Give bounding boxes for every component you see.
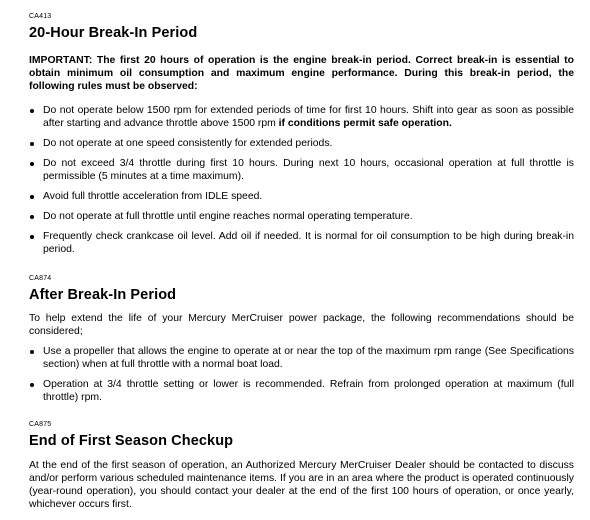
recommendations-list [29,345,574,411]
bullet-icon [30,142,34,146]
bullet-icon [30,162,34,166]
bullet-icon [30,350,34,354]
list-item-text: Do not exceed 3/4 throttle during first 10 hours. During next 10 hours, occasional operation at full throttle is permissible (5 minutes at a time maximum). [43,158,574,182]
important-notice: IMPORTANT: The first 20 hours of operation is the engine break-in period. Correct break-in is essential to obtain minimum oil consumption and maximum engine performance. During this break-in period, the following rules must be observed: [29,55,574,92]
section-heading-first-season-checkup: End of First Season Checkup [29,433,234,449]
bullet-icon [30,109,34,113]
list-item [29,230,574,256]
list-item-bold-text: if conditions permit safe operation. [278,118,452,129]
list-item-text: Frequently check crankcase oil level. Add oil if needed. It is normal for oil consumption to be high during break-in period. [43,231,574,255]
section-heading-after-break-in: After Break-In Period [29,287,177,303]
break-in-rules-list [29,104,574,263]
list-item-text: Do not operate below 1500 rpm for extended periods of time for first 10 hours. Shift into gear as soon as possible after starting and advance throttle above 1500 rpm [43,105,574,129]
list-item [29,210,574,223]
list-item-text: Do not operate at full throttle until engine reaches normal operating temperature. [43,211,413,222]
list-item-text: Do not operate at one speed consistently for extended periods. [43,138,333,149]
list-item [29,190,574,203]
list-item [29,345,574,371]
list-item [29,104,574,130]
section-heading-break-in: 20-Hour Break-In Period [29,25,198,41]
bullet-icon [30,235,34,239]
section-code: CA875 [29,421,52,428]
list-item [29,137,574,150]
list-item-text: Use a propeller that allows the engine to operate at or near the top of the maximum rpm range (See Specifications section) when at full throttle with a normal boat load. [43,346,574,370]
list-item-text: Operation at 3/4 throttle setting or lower is recommended. Refrain from prolonged operation at maximum (full throttle) rpm. [43,379,574,403]
section-code: CA413 [29,13,52,20]
list-item [29,378,574,404]
section-body: At the end of the first season of operation, an Authorized Mercury MerCruiser Dealer should be contacted to discuss and/or perform various scheduled maintenance items. If you are in an area where the product is operated continuously (year-round operation), you should contact your dealer at the end of the first 100 hours of operation, or once yearly, whichever occurs first. [29,460,574,510]
bullet-icon [30,195,34,199]
list-item-text: Avoid full throttle acceleration from IDLE speed. [43,191,263,202]
section-code: CA874 [29,275,52,282]
list-item [29,157,574,183]
bullet-icon [30,215,34,219]
bullet-icon [30,383,34,387]
section-intro: To help extend the life of your Mercury MerCruiser power package, the following recommendations should be considered; [29,313,574,337]
